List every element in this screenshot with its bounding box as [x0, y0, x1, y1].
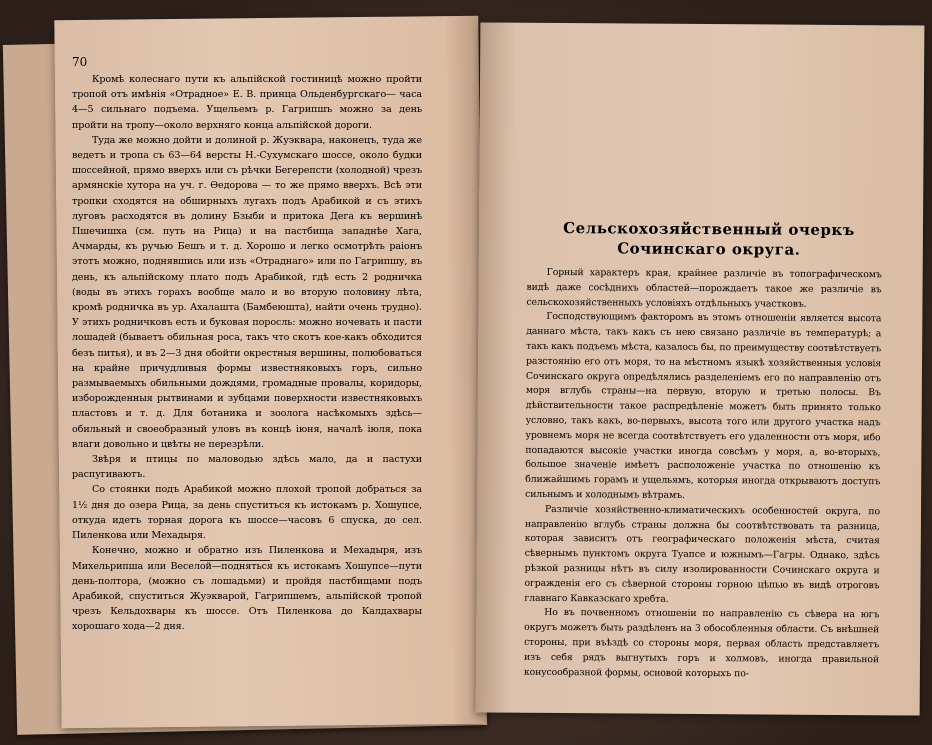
right-page-content: [476, 22, 925, 715]
divider: [200, 560, 270, 561]
paragraph: Кромѣ колеснаго пути къ альпійской гостиницѣ можно пройти тропой отъ имѣнія «Отрадное» Е. В. принца Ольденбургскаго— часа 4—5 сильнаго подъема. Ущельемъ р. Гагрипшъ можно за день пройти на тропу—около верхняго конца альпійской дороги.: [72, 74, 422, 131]
paragraph: Различіе хозяйственно-климатическихъ особенностей округа, по направленію вглубь страны должна бы соотвѣтствовать та разница, которая зависитъ отъ географическаго положенія мѣста, считая сѣвернымъ пунктомъ округа Туапсе и южнымъ—Гагры. Однако, здѣсь рѣзкой разницы нѣтъ въ силу изолированности Сочинскаго округа и огражденія его съ сѣверной стороны горною цѣпью въ видѣ отроговъ главнаго Кавказскаго хребта.: [524, 503, 881, 605]
right-page-text: [524, 266, 882, 683]
paragraph: Туда же можно дойти и долиной р. Жуэквара, наконецъ, туда же ведетъ и тропа съ 63—64 версты Н.-Сухумскаго шоссе, около будки шоссейной, прямо вверхъ или съ рѣчки Бегерепсти (холодной) чрезъ армянскіе хутора на уч. г. Ѳедорова — то же прямо вверхъ. Всѣ эти тропки сходятся на обширныхъ лугахъ подъ Арабикой и съ этихъ луговъ расходятся въ долину Бзыби и притока Дега къ вершинѣ Пшечишха (см. путь на Рица) и на пастбища западнѣе Хага, Ачмарды, къ ручью Бешъ и т. д. Хорошо и легко осмотрѣть раіонъ этотъ можно, поднявшись или изъ «Отраднаго» или по Гагрипшу, въ день, къ альпійскому плато подъ Арабикой, гдѣ есть 2 родничка (воды въ этихъ горахъ вообще мало и во вторую половину лѣта, кромѣ родничка въ ур. Ахалашта (Бамбеюшта), найти очень трудно). У этихъ родничковъ есть и буковая поросль: можно ночевать и пасти лошадей (бываетъ обильная роса, такъ что скотъ кое-какъ обходится безъ питья), и въ 2—3 дня обойти окрестныя вершины, полюбоваться на крайне причудливыя формы известняковыхъ горъ, сильно размываемыхъ обильными дождями, громадные провалы, коридоры, изборожденныя рытвинами и зубцами поверхности известняковыхъ пластовъ и т. д. Для ботаника и зоолога насѣкомыхъ здѣсь—обильный и своеобразный уловъ въ концѣ іюня, началѣ іюля, пока влаги довольно и цвѣты не перезрѣли.: [72, 134, 422, 450]
page-number: 70: [72, 55, 88, 69]
paragraph: Но въ почвенномъ отношеніи по направленію съ сѣвера на югъ округъ можетъ быть раздѣленъ на 3 обособленныя области. Съ внѣшней стороны, при въѣздѣ со стороны моря, первая область представляетъ изъ себя рядъ выгнутыхъ горъ и холмовъ, иногда правильной конусообразной формы, основой которыхъ по-: [523, 607, 880, 679]
paragraph: Горный характеръ края, крайнее различіе въ топографическомъ видѣ даже сосѣднихъ областей—порождаетъ такое же различіе въ сельскохозяйственныхъ условіяхъ отдѣльныхъ участковъ.: [526, 266, 882, 310]
left-page-text: [72, 72, 422, 635]
chapter-title: Сельскохозяйственный очеркъ Сочинскаго округа.: [563, 219, 855, 259]
paragraph: Господствующимъ факторомъ въ этомъ отношеніи является высота даннаго мѣста, такъ какъ съ нею связано различіе въ температурѣ; а такъ какъ подъемъ мѣста, казалось бы, по преимуществу соотвѣтствуетъ разстоянію его отъ моря, то на мѣстномъ языкѣ хозяйственныя условія Сочинскаго округа опредѣлялись разделеніемъ его по направленію отъ моря вглубь страны—на первую, вторую и третью полосы. Въ дѣйствительности такое распредѣленіе можетъ быть принято только условно, такъ какъ, во-первыхъ, высота того или другого участка надъ уровнемъ моря не всегда соотвѣтствуетъ его удаленности отъ моря, ибо попадаются высокіе участки иногда совсѣмъ у моря, а, во-вторыхъ, большое значеніе имѣетъ расположеніе участка по отношенію къ ближайшимъ горамъ и ущельямъ, которыя иногда открываютъ доступъ сильнымъ и холоднымъ вѣтрамъ.: [525, 311, 882, 501]
paragraph: Звѣря и птицы по маловодью здѣсь мало, да и пастухи распугиваютъ.: [72, 454, 422, 481]
paragraph: Со стоянки подъ Арабикой можно плохой тропой добраться за 1½ дня до озера Рица, за день спуститься къ истокамъ р. Хошупсе, откуда идетъ торная дорога къ шоссе—часовъ 6 спуска, до сел. Пиленкова или Мехадыря.: [72, 484, 422, 542]
paragraph: Конечно, можно и обратно изъ Пиленкова и Мехадыря, изъ Михельрипша или Веселой—подняться къ истокамъ Хошупсе—пути день-полтора, (можно съ лошадьми) и пройдя пастбищами подъ Арабикой, спуститься Жуэкварой, Гагрипшемъ, альпійской тропой чрезъ Кельдохвары къ шоссе. Отъ Пиленкова до Калдахвары хорошаго хода—2 дня.: [72, 545, 422, 633]
